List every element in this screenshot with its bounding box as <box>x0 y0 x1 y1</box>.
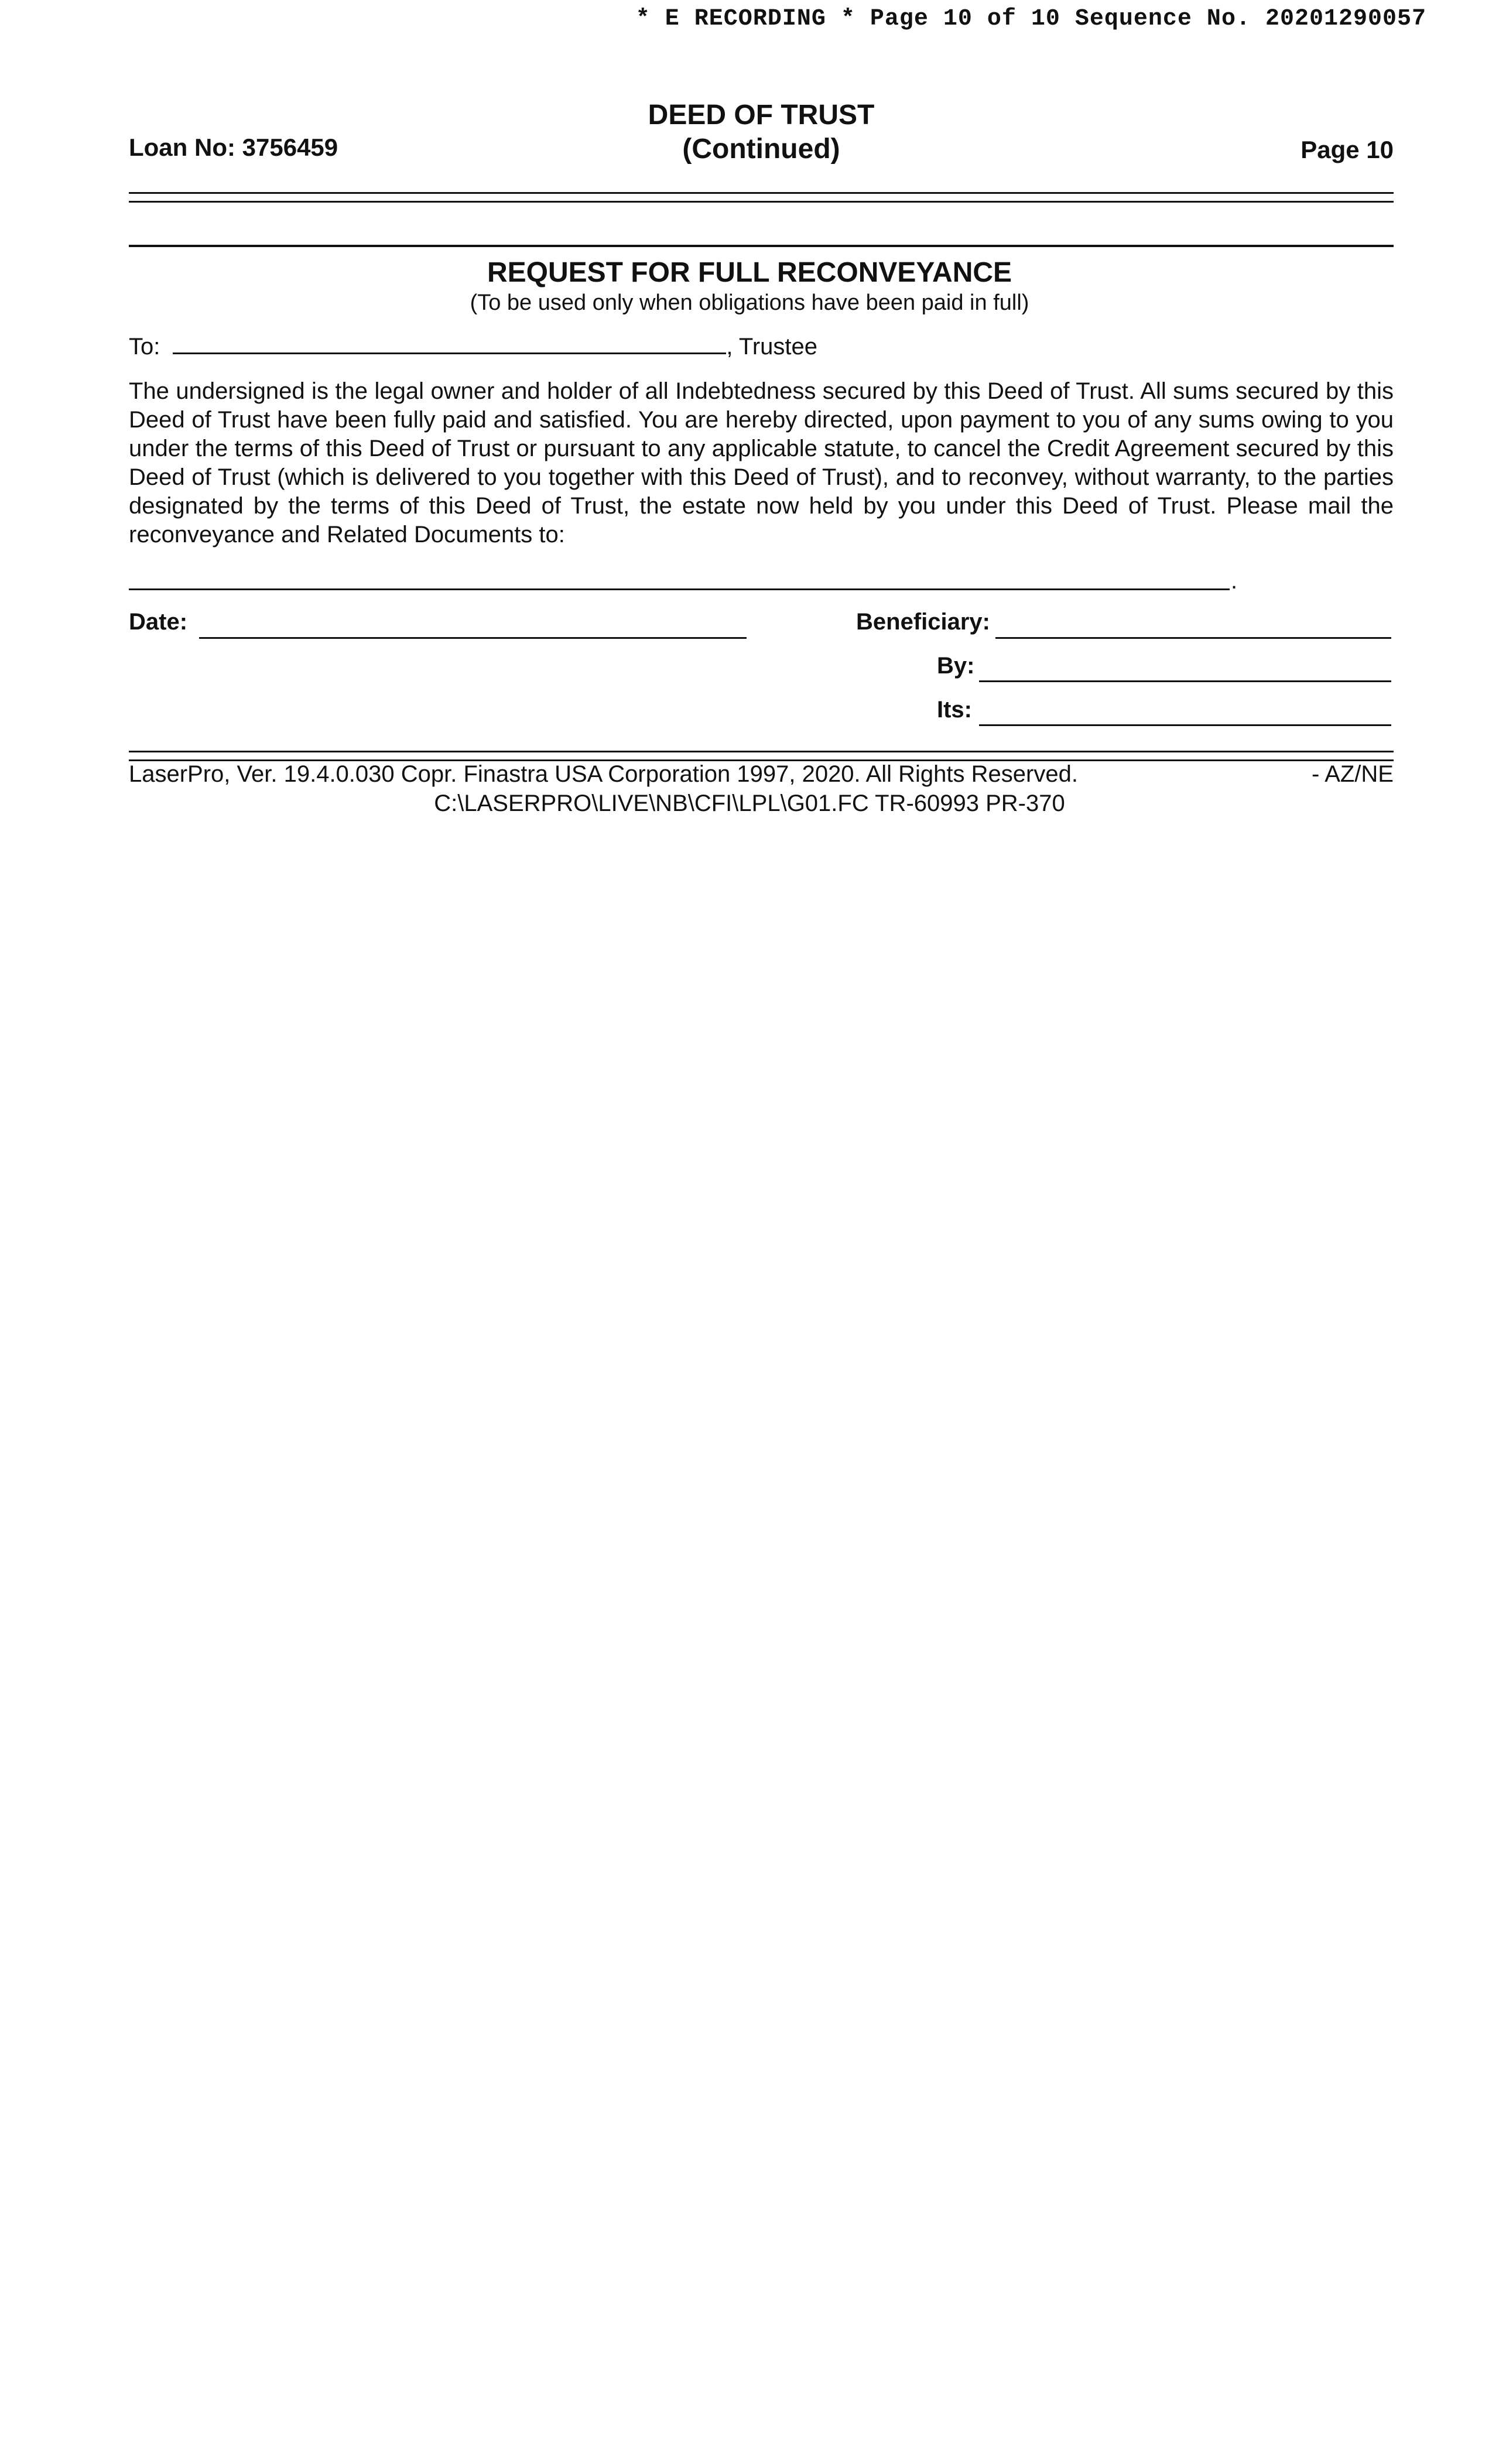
page-number: Page 10 <box>1300 136 1394 163</box>
by-label: By: <box>937 653 975 679</box>
header-divider-bottom <box>129 201 1394 203</box>
its-blank <box>979 724 1391 726</box>
document-title-line2: (Continued) <box>682 134 840 165</box>
loan-number: Loan No: 3756459 <box>129 134 338 161</box>
trustee-line <box>129 333 817 360</box>
beneficiary-label: Beneficiary: <box>856 609 990 635</box>
by-blank <box>979 680 1391 682</box>
beneficiary-blank <box>995 637 1391 639</box>
footer-file-path: C:\LASERPRO\LIVE\NB\CFI\LPL\G01.FC TR-60993 PR-370 <box>434 790 1065 816</box>
section-subtitle: (To be used only when obligations have been paid in full) <box>470 290 1029 315</box>
header-divider-top <box>129 192 1394 194</box>
footer-copyright: LaserPro, Ver. 19.4.0.030 Copr. Finastra USA Corporation 1997, 2020. All Rights Reserved. <box>129 761 1078 787</box>
its-label: Its: <box>937 697 972 723</box>
footer-state-code: - AZ/NE <box>1311 761 1394 787</box>
section-title: REQUEST FOR FULL RECONVEYANCE <box>487 257 1012 288</box>
trustee-suffix: , Trustee <box>726 334 817 360</box>
page-header <box>129 98 1394 169</box>
recording-stamp: * E RECORDING * Page 10 of 10 Sequence No. 20201290057 <box>635 6 1426 32</box>
mail-to-blank <box>129 588 1230 590</box>
section-divider <box>129 245 1394 247</box>
document-title-line1: DEED OF TRUST <box>648 100 875 131</box>
document-title <box>129 98 1394 166</box>
footer-divider-top <box>129 751 1394 752</box>
mail-to-period: . <box>1231 568 1238 594</box>
to-label: To: <box>129 334 160 360</box>
date-blank <box>199 637 747 639</box>
reconveyance-body-text: The undersigned is the legal owner and holder of all Indebtedness secured by this Deed of Trust. All sums secured by this Deed of Trust have been fully paid and satisfied. You are hereby directed, upon payment to you of any sums owing to you under the terms of this Deed of Trust or pursuant to any applicable statute, to cancel the Credit Agreement secured by this Deed of Trust (which is delivered to you together with this Deed of Trust), and to reconvey, without warranty, to the parties designated by the terms of this Deed of Trust, the estate now held by you under this Deed of Trust. Please mail the reconveyance and Related Documents to: <box>129 378 1394 547</box>
trustee-name-blank <box>173 333 726 354</box>
date-label: Date: <box>129 609 188 635</box>
